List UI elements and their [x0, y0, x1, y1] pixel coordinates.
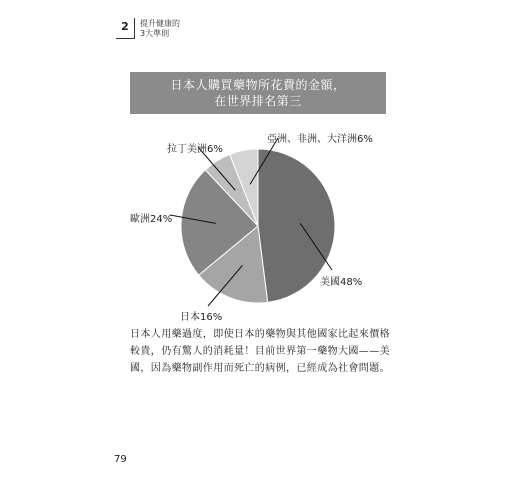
chapter-title-line2: 3大準則	[140, 29, 170, 38]
chart-title-line2: 在世界排名第三	[214, 94, 302, 108]
slice-label-latin-america: 拉丁美洲6%	[167, 144, 223, 155]
slice-label-europe: 歐洲24%	[130, 214, 173, 225]
chapter-title-line1: 提升健康的	[140, 19, 180, 28]
chapter-number: 2	[116, 18, 135, 39]
slice-label-usa: 美國48%	[320, 277, 363, 288]
slice-label-asia-africa-oceania: 亞洲、非洲、大洋洲6%	[267, 134, 373, 145]
chart-title-line1: 日本人購買藥物所花費的金額，	[170, 78, 346, 92]
body-paragraph: 日本人用藥過度，即使日本的藥物與其他國家比起來價格較貴，仍有驚人的消耗量！目前世界第一藥物大國——美國，因為藥物副作用而死亡的病例，已經成為社會問題。	[130, 329, 390, 374]
slice-label-japan: 日本16%	[180, 312, 223, 323]
page-number: 79	[114, 454, 127, 465]
